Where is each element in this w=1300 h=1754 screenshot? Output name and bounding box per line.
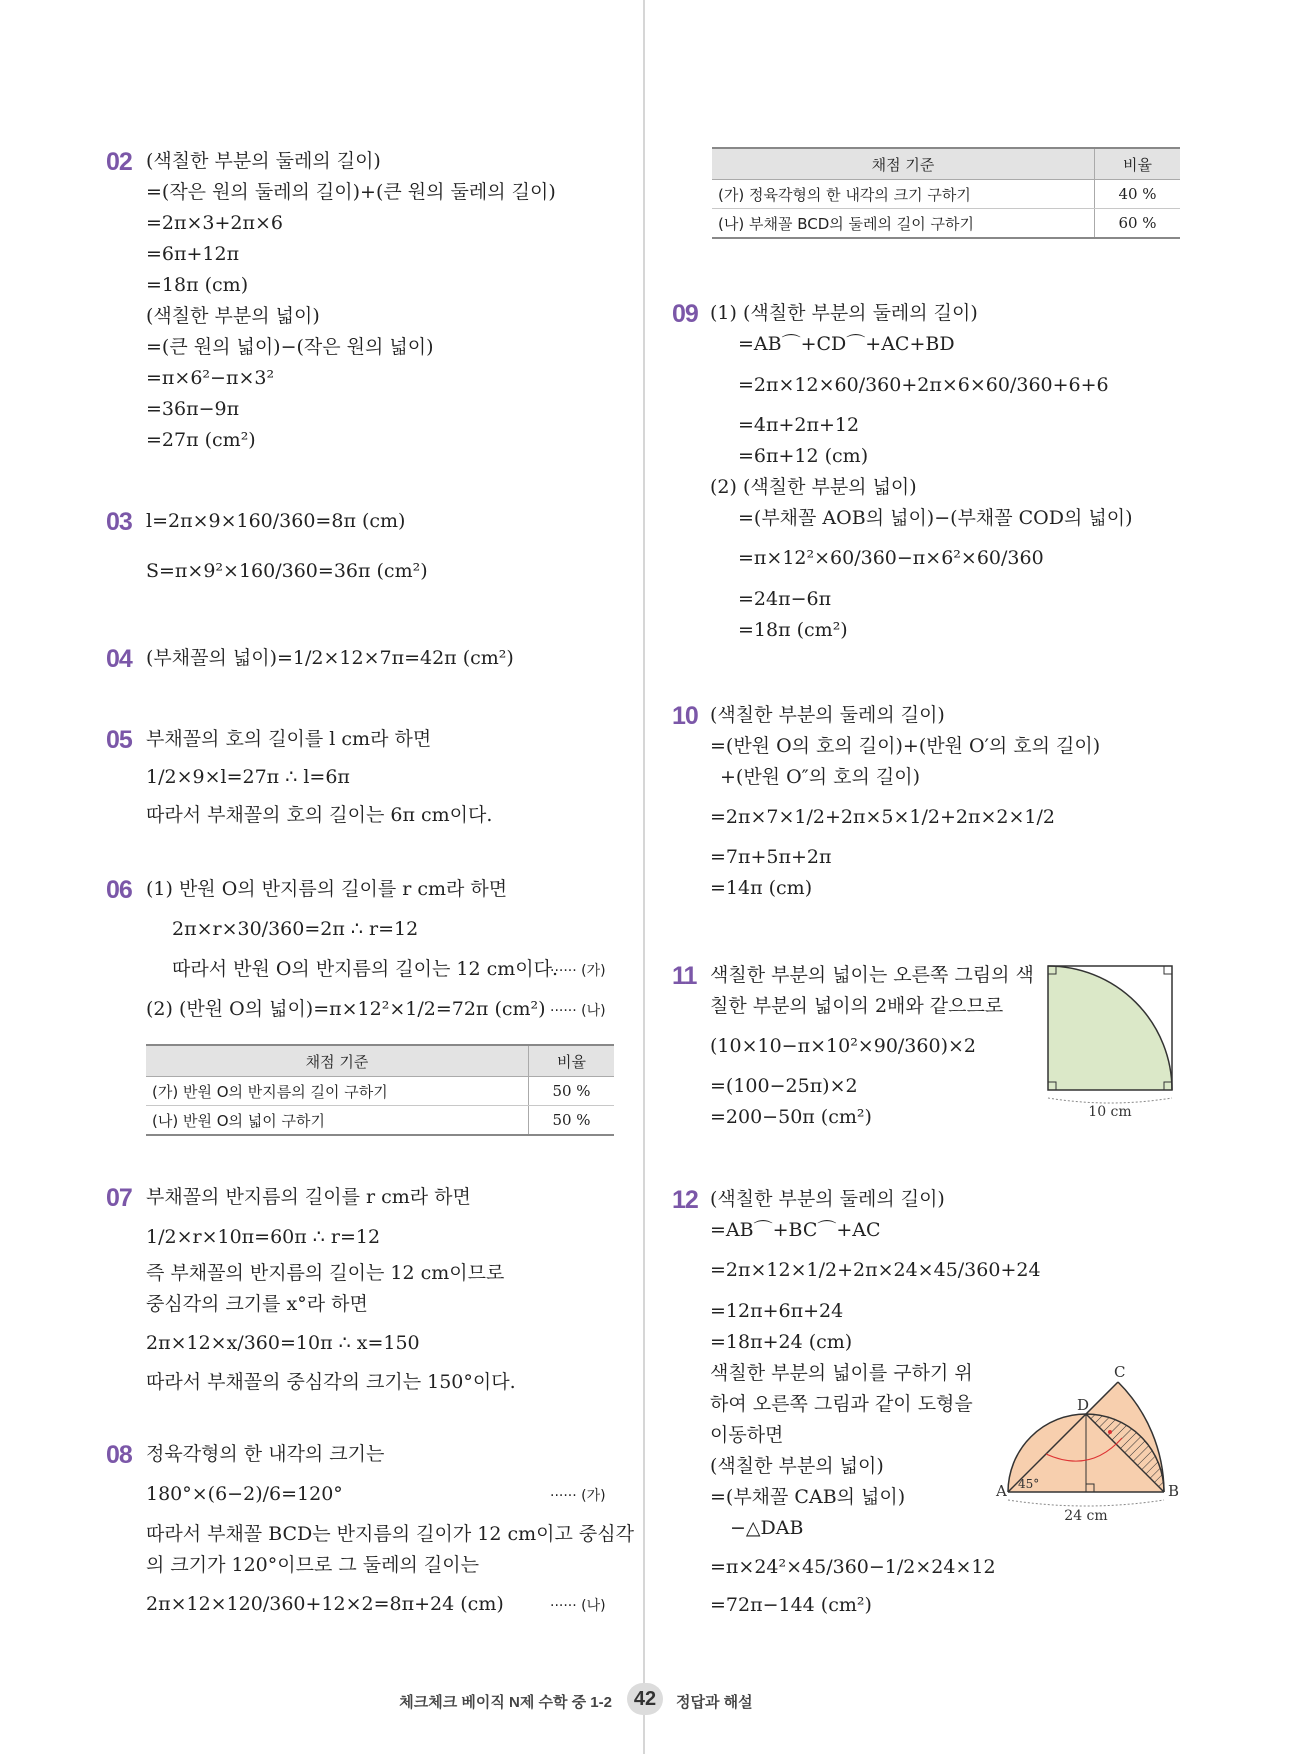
problem-number: 04 bbox=[106, 645, 132, 673]
text-line: =6π+12 (cm) bbox=[738, 445, 869, 467]
label-d: D bbox=[1077, 1396, 1090, 1414]
text-line: =24π−6π bbox=[738, 588, 832, 610]
table-cell: 50 % bbox=[529, 1077, 615, 1106]
text-line: 이동하면 bbox=[710, 1424, 784, 1446]
problem-number: 03 bbox=[106, 508, 132, 536]
text-line: =72π−144 (cm²) bbox=[710, 1594, 872, 1616]
text-line: =2π×12×60/360+2π×6×60/360+6+6 bbox=[738, 374, 1109, 396]
table-cell: 50 % bbox=[529, 1106, 615, 1136]
problem-number: 06 bbox=[106, 876, 132, 904]
text-line: =18π (cm²) bbox=[738, 619, 848, 641]
text-line: =(반원 O의 호의 길이)+(반원 O′의 호의 길이) bbox=[710, 735, 1101, 757]
rotation-dot bbox=[1108, 1430, 1112, 1434]
text-line: 색칠한 부분의 넓이를 구하기 위 bbox=[710, 1362, 973, 1384]
text-line: =7π+5π+2π bbox=[710, 846, 832, 868]
text-line: 1/2×r×10π=60π ∴ r=12 bbox=[146, 1226, 381, 1248]
grading-mark: ······ (나) bbox=[550, 1003, 606, 1019]
text-line: −△DAB bbox=[730, 1517, 804, 1539]
text-line: =2π×3+2π×6 bbox=[146, 212, 284, 234]
table-cell: (가) 정육각형의 한 내각의 크기 구하기 bbox=[712, 180, 1095, 209]
table-header: 채점 기준 bbox=[146, 1045, 529, 1077]
text-line: +(반원 O″의 호의 길이) bbox=[720, 766, 921, 788]
label-a: A bbox=[996, 1482, 1007, 1500]
text-line: (색칠한 부분의 둘레의 길이) bbox=[710, 704, 945, 726]
text-line: =27π (cm²) bbox=[146, 429, 256, 451]
text-line: 즉 부채꼴의 반지름의 길이는 12 cm이므로 bbox=[146, 1262, 505, 1284]
text-line: (색칠한 부분의 둘레의 길이) bbox=[710, 1188, 945, 1210]
table-row bbox=[146, 1106, 614, 1136]
problem-number: 02 bbox=[106, 148, 132, 176]
page-footer bbox=[0, 1683, 1300, 1715]
dimension-brace bbox=[1008, 1500, 1164, 1506]
grading-mark: ······ (가) bbox=[550, 1488, 606, 1504]
label-c: C bbox=[1114, 1363, 1126, 1381]
problem-number: 12 bbox=[672, 1186, 698, 1214]
problem-number: 05 bbox=[106, 726, 132, 754]
text-line: l=2π×9×160/360=8π (cm) bbox=[146, 510, 406, 532]
text-line: =(부채꼴 AOB의 넓이)−(부채꼴 COD의 넓이) bbox=[738, 507, 1133, 529]
grading-mark: ······ (나) bbox=[550, 1598, 606, 1614]
problem-number: 07 bbox=[106, 1184, 132, 1212]
angle-label: 45° bbox=[1018, 1477, 1040, 1491]
problem-number: 08 bbox=[106, 1441, 132, 1469]
text-line: 따라서 반원 O의 반지름의 길이는 12 cm이다. bbox=[172, 958, 558, 980]
text-line: =14π (cm) bbox=[710, 877, 813, 899]
text-line: =π×6²−π×3² bbox=[146, 367, 275, 389]
text-line: 따라서 부채꼴 BCD는 반지름의 길이가 12 cm이고 중심각 bbox=[146, 1523, 634, 1545]
text-line: =(100−25π)×2 bbox=[710, 1075, 858, 1097]
grading-table bbox=[712, 147, 1180, 239]
text-line: =2π×12×1/2+2π×24×45/360+24 bbox=[710, 1259, 1041, 1281]
text-line: =6π+12π bbox=[146, 243, 240, 265]
text-line: 의 크기가 120°이므로 그 둘레의 길이는 bbox=[146, 1554, 479, 1576]
text-line: =AB⌒+BC⌒+AC bbox=[710, 1219, 881, 1241]
text-line: 색칠한 부분의 넓이는 오른쪽 그림의 색 bbox=[710, 964, 1034, 986]
text-line: (2) (반원 O의 넓이)=π×12²×1/2=72π (cm²) bbox=[146, 998, 546, 1020]
text-line: 중심각의 크기를 x°라 하면 bbox=[146, 1293, 368, 1315]
problem-number: 10 bbox=[672, 702, 698, 730]
text-line: (10×10−π×10²×90/360)×2 bbox=[710, 1035, 976, 1057]
text-line: 칠한 부분의 넓이의 2배와 같으므로 bbox=[710, 995, 1004, 1017]
problem-number: 09 bbox=[672, 300, 698, 328]
grading-table bbox=[146, 1044, 614, 1136]
text-line: =4π+2π+12 bbox=[738, 414, 860, 436]
label-b: B bbox=[1168, 1482, 1180, 1500]
text-line: 하여 오른쪽 그림과 같이 도형을 bbox=[710, 1393, 973, 1415]
dimension-brace bbox=[1048, 1098, 1172, 1103]
text-line: =π×24²×45/360−1/2×24×12 bbox=[710, 1556, 996, 1578]
shaded-region bbox=[1048, 966, 1172, 1090]
text-line: (1) (색칠한 부분의 둘레의 길이) bbox=[710, 302, 978, 324]
text-line: (1) 반원 O의 반지름의 길이를 r cm라 하면 bbox=[146, 878, 508, 900]
text-line: 따라서 부채꼴의 호의 길이는 6π cm이다. bbox=[146, 804, 493, 826]
figure-label: 10 cm bbox=[1088, 1104, 1132, 1120]
text-line: =(작은 원의 둘레의 길이)+(큰 원의 둘레의 길이) bbox=[146, 181, 556, 203]
text-line: 따라서 부채꼴의 중심각의 크기는 150°이다. bbox=[146, 1371, 516, 1393]
text-line: =12π+6π+24 bbox=[710, 1300, 844, 1322]
quarter-circle-figure bbox=[1040, 958, 1180, 1120]
table-cell: (가) 반원 O의 반지름의 길이 구하기 bbox=[146, 1077, 529, 1106]
problem-number: 11 bbox=[672, 962, 697, 990]
page-divider bbox=[643, 0, 645, 1754]
table-cell: 40 % bbox=[1095, 180, 1181, 209]
grading-mark: ······ (가) bbox=[550, 963, 606, 979]
text-line: (색칠한 부분의 둘레의 길이) bbox=[146, 150, 381, 172]
text-line: (색칠한 부분의 넓이) bbox=[146, 305, 320, 327]
table-cell: 60 % bbox=[1095, 209, 1181, 239]
text-line: 1/2×9×l=27π ∴ l=6π bbox=[146, 766, 350, 788]
text-line: =200−50π (cm²) bbox=[710, 1106, 872, 1128]
text-line: 2π×12×120/360+12×2=8π+24 (cm) bbox=[146, 1593, 504, 1615]
book-title: 체크체크 베이직 N제 수학 중 1-2 bbox=[399, 1694, 612, 1711]
text-line: S=π×9²×160/360=36π (cm²) bbox=[146, 560, 428, 582]
text-line: =(큰 원의 넓이)−(작은 원의 넓이) bbox=[146, 336, 434, 358]
sector-figure bbox=[986, 1362, 1186, 1522]
table-cell: (나) 부채꼴 BCD의 둘레의 길이 구하기 bbox=[712, 209, 1095, 239]
text-line: (2) (색칠한 부분의 넓이) bbox=[710, 476, 917, 498]
table-row bbox=[712, 209, 1180, 239]
text-line: =(부채꼴 CAB의 넓이) bbox=[710, 1486, 906, 1508]
page-number: 42 bbox=[627, 1683, 663, 1715]
text-line: =2π×7×1/2+2π×5×1/2+2π×2×1/2 bbox=[710, 806, 1056, 828]
text-line: =18π (cm) bbox=[146, 274, 249, 296]
table-row bbox=[712, 180, 1180, 209]
table-header: 채점 기준 bbox=[712, 148, 1095, 180]
text-line: (부채꼴의 넓이)=1/2×12×7π=42π (cm²) bbox=[146, 647, 514, 669]
section-title: 정답과 해설 bbox=[676, 1694, 753, 1711]
table-cell: (나) 반원 O의 넓이 구하기 bbox=[146, 1106, 529, 1136]
table-header: 비율 bbox=[1095, 148, 1181, 180]
text-line: 정육각형의 한 내각의 크기는 bbox=[146, 1443, 385, 1465]
text-line: 2π×r×30/360=2π ∴ r=12 bbox=[172, 918, 419, 940]
table-row bbox=[146, 1077, 614, 1106]
text-line: =18π+24 (cm) bbox=[710, 1331, 853, 1353]
text-line: 부채꼴의 반지름의 길이를 r cm라 하면 bbox=[146, 1186, 471, 1208]
text-line: (색칠한 부분의 넓이) bbox=[710, 1455, 884, 1477]
length-label: 24 cm bbox=[1064, 1508, 1108, 1522]
text-line: =π×12²×60/360−π×6²×60/360 bbox=[738, 547, 1044, 569]
text-line: =AB⌒+CD⌒+AC+BD bbox=[738, 333, 955, 355]
text-line: 2π×12×x/360=10π ∴ x=150 bbox=[146, 1332, 420, 1354]
text-line: =36π−9π bbox=[146, 398, 240, 420]
table-header: 비율 bbox=[529, 1045, 615, 1077]
text-line: 180°×(6−2)/6=120° bbox=[146, 1483, 343, 1505]
text-line: 부채꼴의 호의 길이를 l cm라 하면 bbox=[146, 728, 432, 750]
